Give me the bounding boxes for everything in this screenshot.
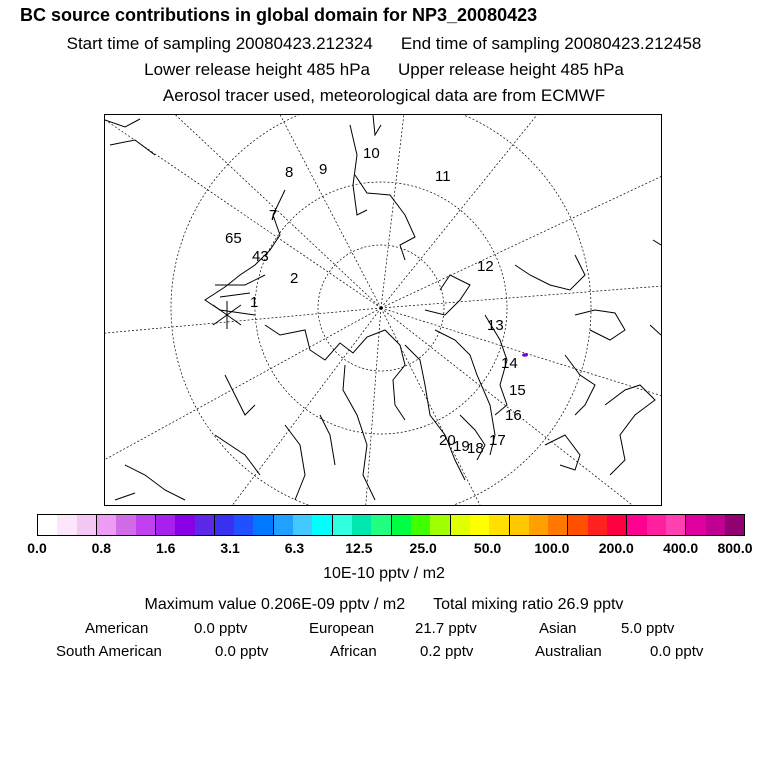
colorbar-tick-label: 12.5 [345,540,373,556]
australian-label: Australian [535,643,602,660]
american-label: American [85,620,149,637]
trajectory-label-14: 14 [501,355,518,372]
colorbar-tick-label: 0.8 [91,540,112,556]
south-american-value: 0.0 pptv [215,643,269,660]
colorbar [37,514,745,536]
end-time: End time of sampling 20080423.212458 [400,34,702,53]
colorbar-segment [38,515,57,535]
colorbar-segment [529,515,548,535]
colorbar-tick-label: 25.0 [409,540,437,556]
colorbar-segment [293,515,312,535]
american-value: 0.0 pptv [194,620,248,637]
colorbar-segment [312,515,332,535]
colorbar-segment [156,515,175,535]
release-heights [0,60,768,80]
total-mixing-ratio: Total mixing ratio 26.9 pptv [433,596,624,613]
colorbar-segment [686,515,705,535]
colorbar-segment [77,515,97,535]
african-label: African [330,643,377,660]
colorbar-tick-label: 200.0 [598,540,634,556]
australian-value: 0.0 pptv [650,643,704,660]
trajectory-label-7: 7 [269,207,278,224]
trajectory-label-11: 11 [435,168,451,185]
european-label: European [309,620,375,637]
trajectory-label-12: 12 [477,258,494,275]
colorbar-segment [568,515,587,535]
colorbar-segment [411,515,430,535]
colorbar-segment [57,515,76,535]
sampling-times [0,34,768,54]
trajectory-label-19: 19 [453,438,470,455]
colorbar-tick-label: 400.0 [663,540,699,556]
colorbar-segment [195,515,215,535]
trajectory-label-18: 18 [467,440,484,457]
colorbar-segment [706,515,725,535]
colorbar-segment [510,515,529,535]
colorbar-segment [352,515,371,535]
colorbar-segment [175,515,194,535]
colorbar-segment [666,515,686,535]
colorbar-segment [274,515,293,535]
colorbar-segment [116,515,135,535]
trajectory-label-9: 9 [319,161,328,178]
polar-map [104,114,662,506]
trajectory-label-17: 17 [489,432,506,449]
colorbar-segment [136,515,156,535]
colorbar-segment [371,515,391,535]
map-title: BC source contributions in global domain for NP3_20080423 [20,5,538,25]
colorbar-segment [333,515,352,535]
colorbar-tick-label: 800.0 [717,540,753,556]
colorbar-segment [215,515,234,535]
trajectory-label-15: 15 [509,382,526,399]
asian-label: Asian [539,620,577,637]
coastlines [105,115,661,500]
summary-line [0,596,768,614]
colorbar-segment [470,515,489,535]
trajectory-label-43: 43 [252,248,269,265]
colorbar-tick-label: 1.6 [155,540,176,556]
upper-release-height: Upper release height 485 hPa [398,60,624,79]
colorbar-segment [234,515,253,535]
trajectory-labels [225,145,526,457]
colorbar-tick-label: 0.0 [27,540,47,556]
trajectory-label-65: 65 [225,230,242,247]
colorbar-segment [97,515,116,535]
colorbar-segment [451,515,470,535]
colorbar-units: 10E-10 pptv / m2 [323,565,445,582]
trajectory-label-2: 2 [290,270,299,287]
trajectory-label-10: 10 [363,145,380,162]
colorbar-segment [607,515,627,535]
colorbar-segment [548,515,568,535]
source-contribution-spot [522,353,528,357]
trajectory-label-13: 13 [487,317,504,334]
map-svg [105,115,661,505]
colorbar-segment [430,515,450,535]
colorbar-segment [489,515,509,535]
colorbar-tick-labels [0,540,768,560]
trajectory-label-20: 20 [439,432,456,449]
aerosol-note: Aerosol tracer used, meteorological data are from ECMWF [162,86,606,105]
colorbar-tick-label: 6.3 [284,540,305,556]
colorbar-segment [253,515,273,535]
maximum-value: Maximum value 0.206E-09 pptv / m2 [144,596,406,613]
colorbar-segment [588,515,607,535]
asian-value: 5.0 pptv [621,620,675,637]
south-american-label: South American [56,643,162,660]
trajectory-label-1: 1 [250,294,259,311]
african-value: 0.2 pptv [420,643,474,660]
colorbar-segment [725,515,744,535]
start-time: Start time of sampling 20080423.212324 [66,34,373,53]
colorbar-tick-label: 100.0 [534,540,570,556]
colorbar-segment [392,515,411,535]
trajectory-label-16: 16 [505,407,522,424]
colorbar-segment [627,515,646,535]
colorbar-tick-label: 50.0 [473,540,502,556]
lower-release-height: Lower release height 485 hPa [144,60,370,79]
graticule [105,115,661,505]
european-value: 21.7 pptv [415,620,477,637]
colorbar-tick-label: 3.1 [220,540,240,556]
trajectory-label-8: 8 [285,164,294,181]
release-site-marker [213,301,241,329]
colorbar-segment [647,515,666,535]
